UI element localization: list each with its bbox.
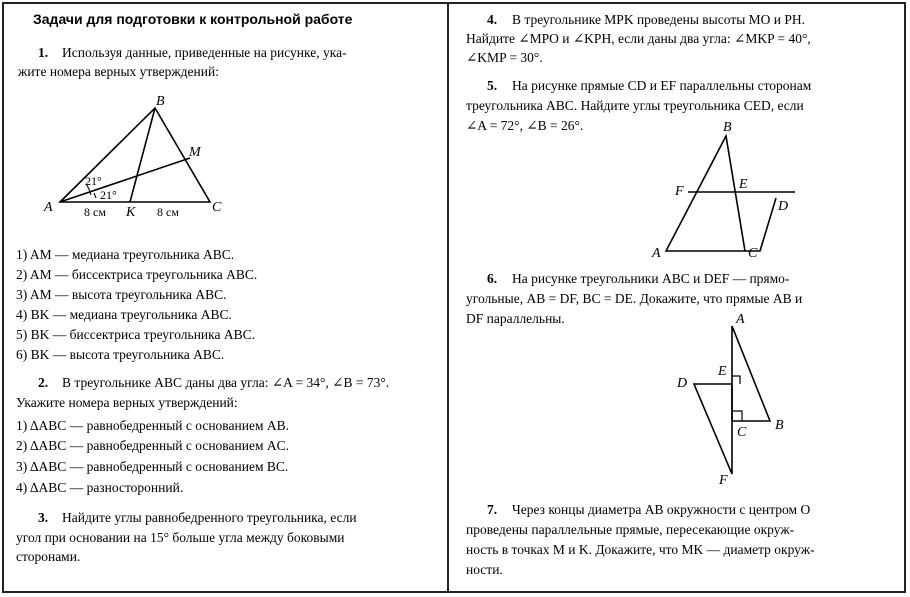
task-2-line-2: Укажите номера верных утверждений: xyxy=(16,395,238,410)
task-7-line-4: ности. xyxy=(466,562,503,577)
task-1-option-5: 5) BK — биссектриса треугольника ABC. xyxy=(16,327,255,342)
task-6-number: 6. xyxy=(487,271,498,286)
task-1-line-1: Используя данные, приведенные на рисунке, ука- xyxy=(62,45,347,60)
task-7-line-3: ность в точках M и K. Докажите, что MK — диаметр окруж- xyxy=(466,542,815,557)
task-6-line-2: угольные, AB = DF, BC = DE. Докажите, что прямые AB и xyxy=(466,291,803,306)
task-5-label-c: C xyxy=(748,246,758,261)
task-5-label-e: E xyxy=(739,177,748,192)
task-4-line-2: Найдите ∠MPO и ∠KPH, если даны два угла: ∠MKP = 40°, xyxy=(466,31,811,46)
triangle-def xyxy=(694,384,732,474)
task-6-line-3: DF параллельны. xyxy=(466,311,565,326)
task-5-number: 5. xyxy=(487,78,498,93)
task-7-line-2: проведены параллельные прямые, пересекающие окруж- xyxy=(466,522,795,537)
task-3-line-1: Найдите углы равнобедренного треугольника, если xyxy=(62,510,357,525)
task-1-angle-2: 21° xyxy=(100,188,117,202)
task-2-option-2: 2) ΔABC — равнобедренный с основанием AC. xyxy=(16,438,289,453)
task-1-line-2: жите номера верных утверждений: xyxy=(18,64,219,79)
task-1-option-3: 3) AM — высота треугольника ABC. xyxy=(16,287,227,302)
task-1-number: 1. xyxy=(38,45,49,60)
triangle-abc-6 xyxy=(732,326,770,421)
task-1-option-2: 2) AM — биссектриса треугольника ABC. xyxy=(16,267,258,282)
task-5-line-3: ∠A = 72°, ∠B = 26°. xyxy=(466,118,584,133)
task-4-line-3: ∠KMP = 30°. xyxy=(466,50,543,65)
task-1-label-m: M xyxy=(189,145,201,160)
task-5-label-d: D xyxy=(778,199,789,214)
task-6-label-b: B xyxy=(775,418,784,433)
task-3-line-2: угол при основании на 15° больше угла между боковыми xyxy=(16,530,345,545)
task-6-label-c: C xyxy=(737,425,747,440)
task-1-label-a: A xyxy=(44,200,53,215)
task-7-number: 7. xyxy=(487,502,498,517)
task-1-label-c: C xyxy=(212,200,222,215)
task-2-line-1: В треугольнике ABC даны два угла: ∠A = 34°, ∠B = 73°. xyxy=(62,375,390,390)
page-title: Задачи для подготовки к контрольной работе xyxy=(33,11,353,27)
task-1-segment-ak: 8 см xyxy=(84,205,106,219)
task-5-line-1: На рисунке прямые CD и EF параллельны сторонам xyxy=(512,78,812,93)
task-6-label-f: F xyxy=(719,473,728,488)
task-5-line-2: треугольника ABC. Найдите углы треугольника CED, если xyxy=(466,98,804,113)
task-1-label-k: K xyxy=(126,205,136,220)
task-3-number: 3. xyxy=(38,510,49,525)
task-3-line-3: сторонами. xyxy=(16,549,81,564)
task-1-label-b: B xyxy=(156,94,165,109)
task-2-number: 2. xyxy=(38,375,49,390)
task-2-option-3: 3) ΔABC — равнобедренный с основанием BC. xyxy=(16,459,289,474)
task-4-line-1: В треугольнике MPK проведены высоты MO и PH. xyxy=(512,12,806,27)
task-2-option-4: 4) ΔABC — разносторонний. xyxy=(16,480,184,495)
right-angle-c xyxy=(732,411,742,421)
right-angle-e xyxy=(732,376,740,384)
task-5-label-b: B xyxy=(723,120,732,135)
task-1-option-1: 1) AM — медиана треугольника ABC. xyxy=(16,247,235,262)
task-1-angle-1: 21° xyxy=(85,174,102,188)
task-7-line-1: Через концы диаметра AB окружности с центром O xyxy=(512,502,811,517)
task-5-label-a: A xyxy=(652,246,661,261)
task-4-number: 4. xyxy=(487,12,498,27)
task-6-label-d: D xyxy=(677,376,688,391)
task-6-label-e: E xyxy=(718,364,727,379)
task-1-segment-kc: 8 см xyxy=(157,205,179,219)
task-1-option-6: 6) BK — высота треугольника ABC. xyxy=(16,347,225,362)
task-1-option-4: 4) BK — медиана треугольника ABC. xyxy=(16,307,232,322)
task-5-label-f: F xyxy=(675,184,684,199)
task-6-line-1: На рисунке треугольники ABC и DEF — прямо- xyxy=(512,271,790,286)
task-2-option-1: 1) ΔABC — равнобедренный с основанием AB. xyxy=(16,418,289,433)
task-6-label-a: A xyxy=(736,312,745,327)
